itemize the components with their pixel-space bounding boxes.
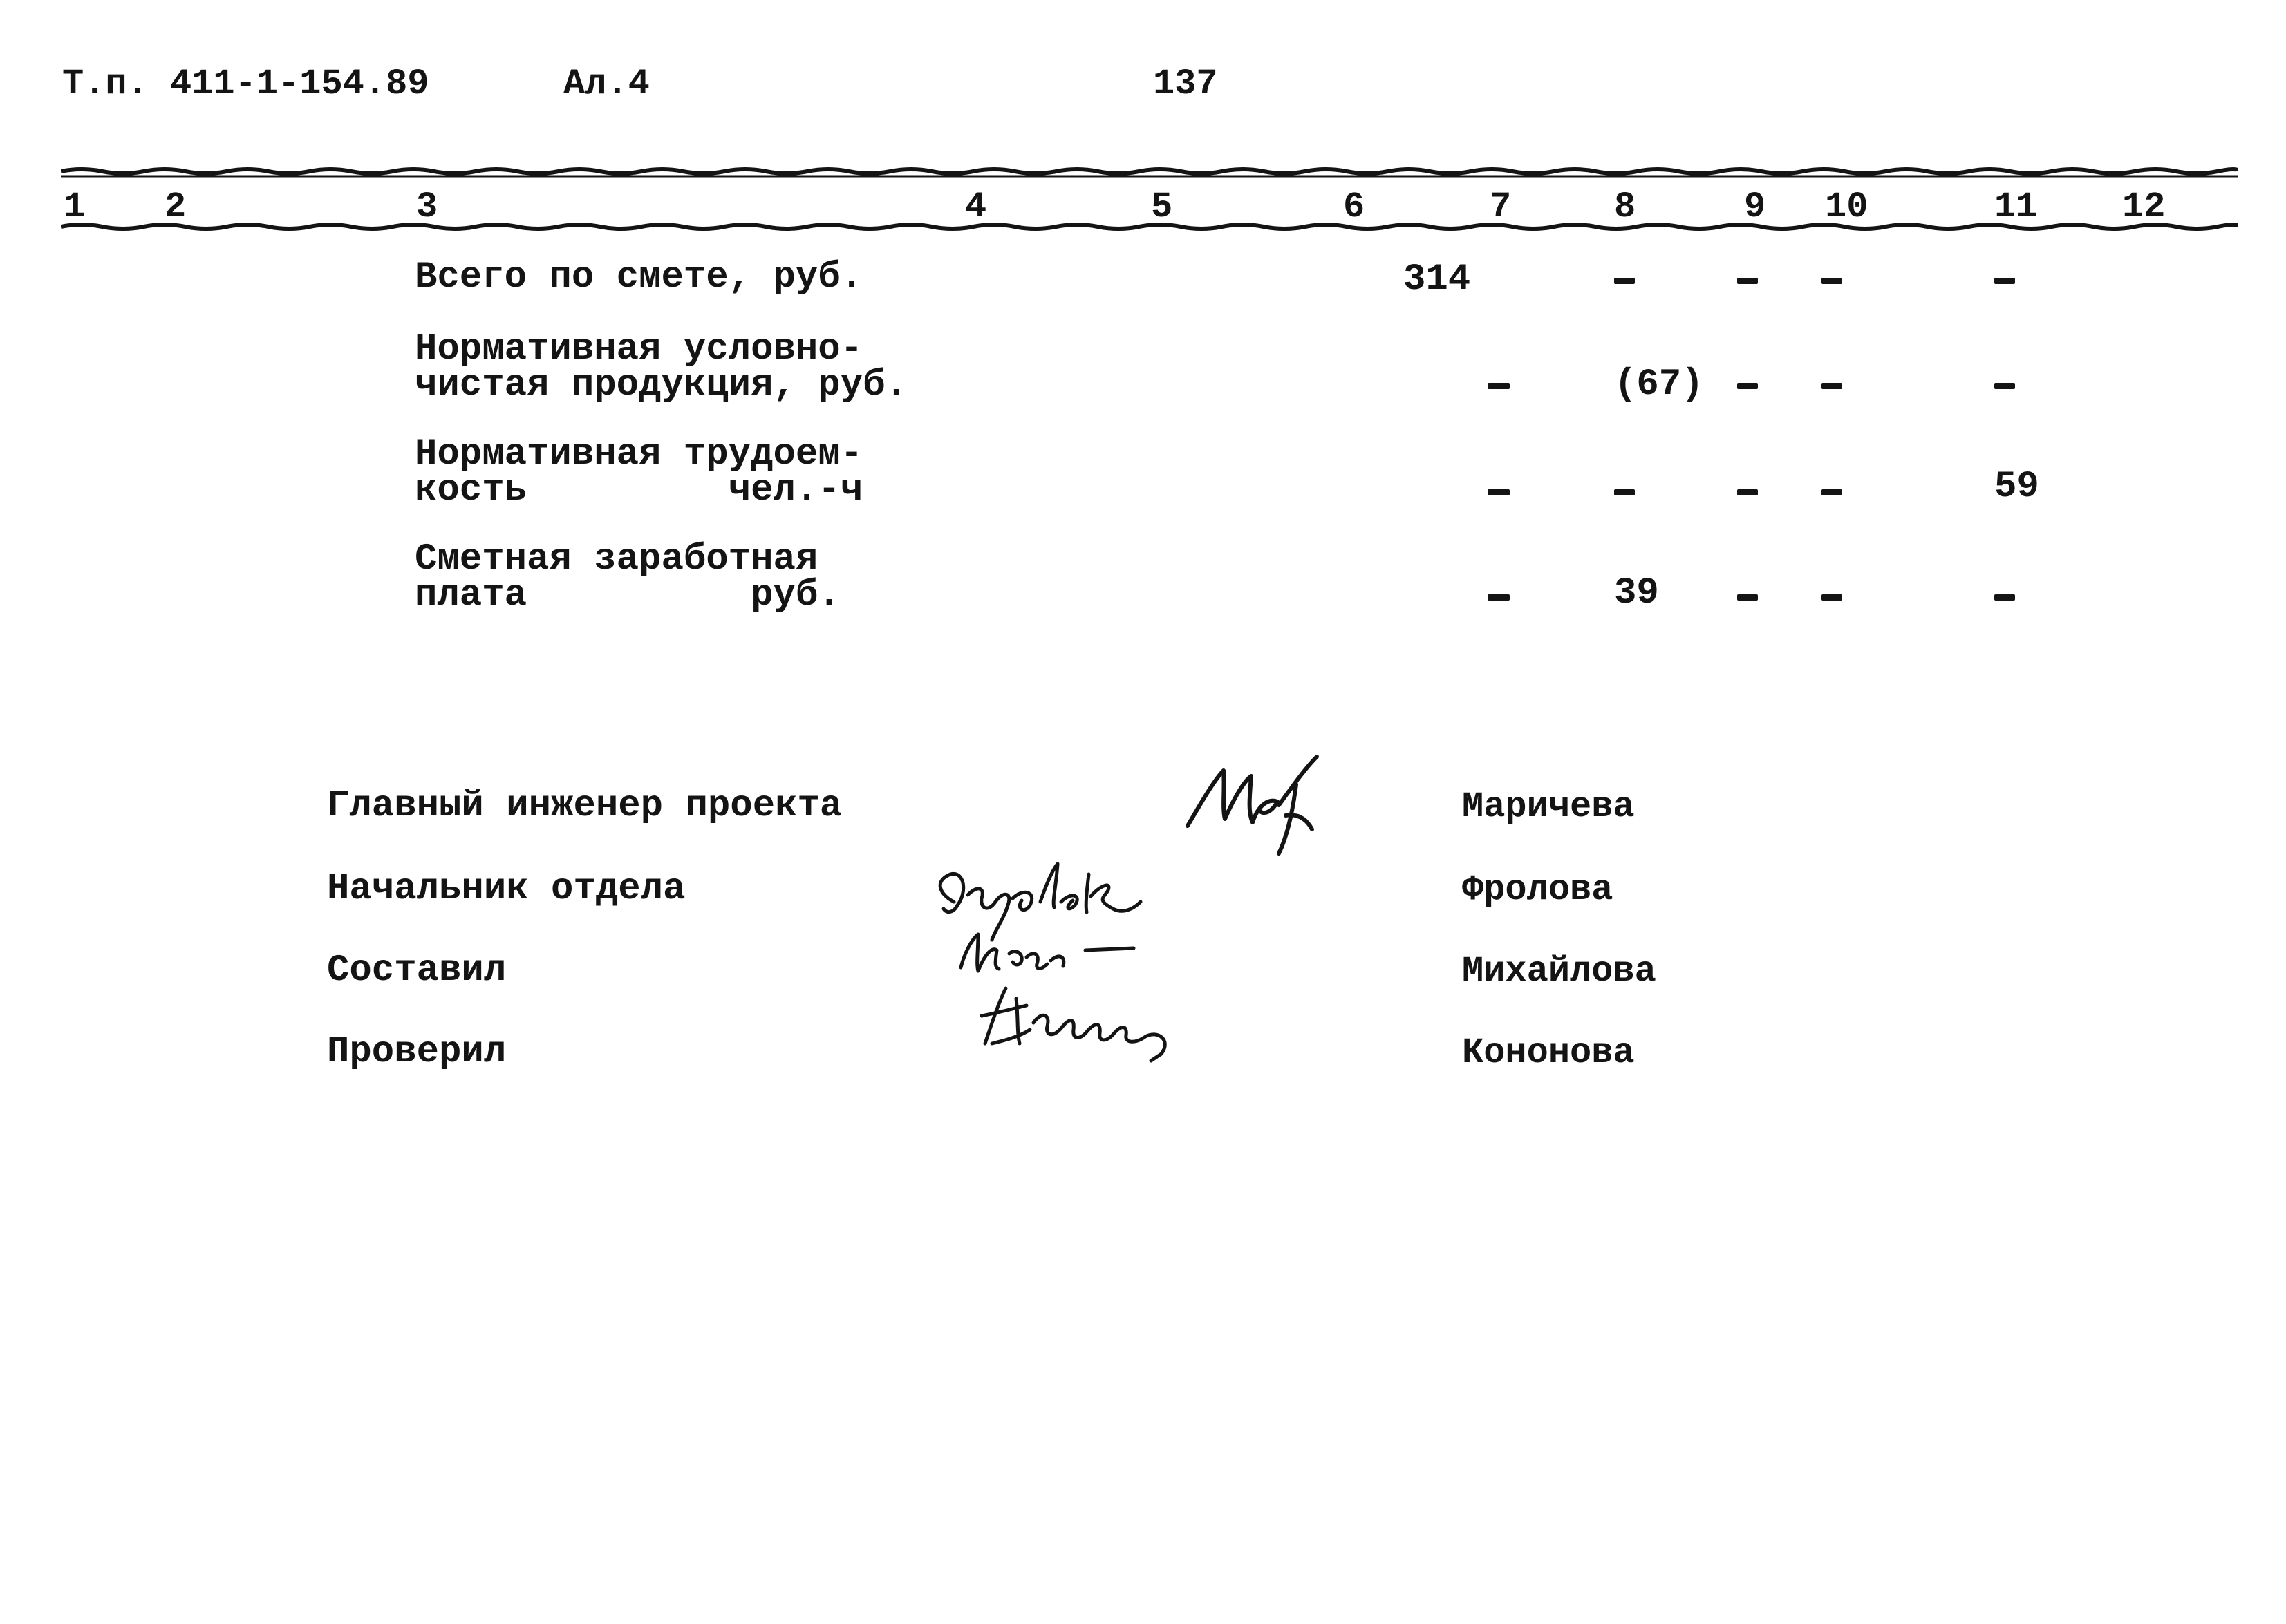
signature-name-chief-engineer: Маричева [1462,786,1635,827]
column-number-2: 2 [165,187,187,227]
row-label-estimated-wages-line2: плата руб. [415,574,841,616]
row-total-col10-dash [1821,278,1842,284]
row-estimated-wages-col11-dash [1994,594,2015,601]
signature-role-department-head: Начальник отдела [327,868,686,910]
project-code: Т.п. 411-1-154.89 [62,64,429,104]
column-number-5: 5 [1151,187,1173,227]
row-net-production-col7-dash [1488,383,1510,389]
column-number-8: 8 [1614,187,1636,227]
row-net-production-col10-dash [1821,383,1842,389]
row-labor-intensity-col10-dash [1821,489,1842,495]
row-net-production-col11-dash [1994,383,2015,389]
row-labor-intensity-col11-value: 59 [1994,466,2039,508]
row-total-col6-value: 314 [1403,258,1471,301]
row-label-net-production-line2: чистая продукция, руб. [415,364,908,406]
row-estimated-wages-col8-value: 39 [1614,572,1659,614]
row-estimated-wages-col10-dash [1821,594,1842,601]
column-number-7: 7 [1490,187,1512,227]
row-labor-intensity-col7-dash [1488,489,1510,495]
row-total-col11-dash [1994,278,2015,284]
column-number-9: 9 [1744,187,1766,227]
column-number-4: 4 [965,187,987,227]
row-labor-intensity-col9-dash [1737,489,1758,495]
column-number-1: 1 [64,187,86,227]
row-labor-intensity-col8-dash [1614,489,1635,495]
column-number-11: 11 [1994,187,2038,227]
column-number-3: 3 [416,187,438,227]
page-number: 137 [1153,64,1218,104]
row-label-estimated-wages-line1: Сметная заработная [415,538,818,580]
row-net-production-col9-dash [1737,383,1758,389]
signature-role-checked-by: Проверил [327,1031,507,1073]
row-label-labor-intensity-line2: кость чел.-ч [415,469,863,511]
handwritten-signature-compiled-by [947,926,1154,981]
row-net-production-col8-value: (67) [1614,363,1704,406]
column-number-10: 10 [1825,187,1868,227]
row-estimated-wages-col9-dash [1737,594,1758,601]
row-total-col9-dash [1737,278,1758,284]
signature-role-compiled-by: Составил [327,950,507,992]
row-label-labor-intensity-line1: Нормативная трудоем- [415,433,863,475]
table-header-rule [61,220,2238,234]
handwritten-signature-checked-by [964,974,1227,1064]
signature-name-department-head: Фролова [1462,869,1613,910]
table-top-rule [61,166,2238,180]
row-label-total-estimate: Всего по смете, руб. [415,256,863,299]
column-number-12: 12 [2122,187,2166,227]
row-total-col8-dash [1614,278,1635,284]
signature-name-compiled-by: Михайлова [1462,951,1656,992]
album-number: Ал.4 [563,64,650,104]
handwritten-signature-chief-engineer [1175,750,1334,860]
signature-role-chief-engineer: Главный инженер проекта [327,785,843,827]
row-label-net-production-line1: Нормативная условно- [415,328,863,370]
column-number-6: 6 [1343,187,1365,227]
signature-name-checked-by: Кононова [1462,1032,1635,1073]
row-estimated-wages-col7-dash [1488,594,1510,601]
